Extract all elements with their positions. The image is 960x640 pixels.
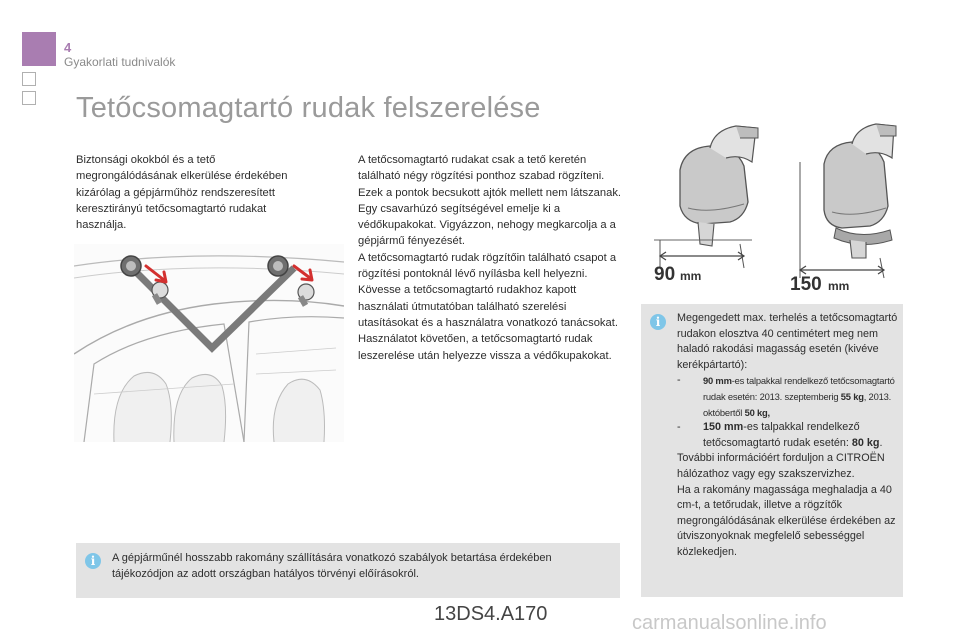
paragraph-remove-caps: Egy csavarhúzó segítségével emelje ki a védőkupakokat. Vigyázzon, nehogy megkarcolja a a gépjármű fényezését.	[358, 202, 616, 248]
long-load-text: A gépjárműnél hosszabb rakomány szállítására vonatkozó szabályok betartása érdekében tájékozódjon az adott országban hatályos törvényi előírásokról.	[112, 552, 552, 580]
document-code: 13DS4.A170	[434, 603, 548, 625]
text-october: , 2013. októbertől	[703, 390, 892, 418]
paragraph-refit-caps: Használatot követően, a tetőcsomagtartó rudak leszerelése után helyezze vissza a védőkupakokat.	[358, 333, 612, 362]
info-icon: i	[85, 553, 101, 569]
car-roof-drawing	[74, 244, 344, 442]
value-80kg: 80 kg	[851, 436, 880, 449]
chapter-tab-empty	[22, 91, 36, 105]
roof-bar-feet-illustration	[640, 118, 902, 294]
load-bullet-90mm	[677, 373, 899, 420]
load-info-text	[677, 311, 899, 561]
load-bullet-150mm	[677, 420, 899, 451]
chapter-tab	[22, 32, 56, 66]
value-150mm: 150 mm	[703, 421, 744, 434]
paragraph-follow-instructions: Kövesse a tetőcsomagtartó rudakhoz kapott használati útmutatóban található szerelési utasításokat és a használatra vonatkozó tanácsokat.	[358, 284, 618, 329]
info-icon: i	[650, 314, 666, 330]
watermark: carmanualsonline.info	[632, 612, 827, 634]
left-height-value: 90	[654, 264, 676, 285]
paragraph-fixing-points: A tetőcsomagtartó rudakat csak a tető keretén található négy rögzítési ponthoz szabad rögzíteni. Ezek a pontok becsukott ajtók mellett nem látszanak.	[358, 154, 622, 199]
value-50kg: 50 kg,	[744, 406, 770, 418]
load-outro-dealer: További információért forduljon a CITROËN hálózathoz vagy egy szakszervizhez.	[677, 452, 885, 480]
load-info-box	[641, 304, 903, 597]
load-intro: Megengedett max. terhelés a tetőcsomagtartó rudakon elosztva 40 centimétert meg nem haladó rakodási magasság esetén (kivéve kerékpártartó):	[677, 312, 898, 371]
chapter-tab-empty	[22, 72, 36, 86]
middle-column-text	[358, 152, 624, 364]
text-150mm: -es talpakkal rendelkező tetőcsomagtartó rudak esetén:	[703, 421, 860, 449]
text-period: .	[879, 436, 883, 449]
value-90mm: 90 mm	[703, 375, 732, 387]
page-title: Tetőcsomagtartó rudak felszerelése	[76, 92, 541, 124]
safety-paragraph: Biztonsági okokból és a tető megrongálódásának elkerülése érdekében kizárólag a gépjárműhöz rendszeresített keresztirányú tetőcsomagtartó rudakat használja.	[76, 154, 288, 232]
car-roof-illustration	[74, 244, 344, 442]
text-90mm: -es talpakkal rendelkező tetőcsomagtartó rudak esetén: 2013. szeptemberig	[703, 375, 895, 402]
paragraph-insert-pin: A tetőcsomagtartó rudak rögzítőin található csapot a rögzítési pontoknál lévő nyílásba kell helyezni.	[358, 251, 617, 281]
right-height-value: 150	[790, 274, 822, 294]
value-55kg: 55 kg	[840, 390, 864, 402]
bullet-90mm-text	[703, 373, 899, 420]
right-height-unit: mm	[828, 279, 850, 293]
bullet-dash: -	[677, 421, 681, 434]
roof-bar-feet-drawing	[640, 118, 902, 294]
left-height-unit: mm	[680, 269, 702, 283]
page-number: 4	[64, 40, 72, 55]
bullet-dash: -	[677, 374, 681, 387]
left-column-text	[76, 152, 316, 233]
section-title: Gyakorlati tudnivalók	[64, 55, 176, 69]
load-outro-speed: Ha a rakomány magassága meghaladja a 40 cm-t, a tetőrudak, illetve a rögzítők megrongálódásának elkerülése érdekében az útviszonyoknak megfelelő sebességgel közlekedjen.	[677, 483, 896, 558]
bullet-150mm-text	[703, 420, 899, 451]
long-load-info-box	[76, 543, 620, 598]
